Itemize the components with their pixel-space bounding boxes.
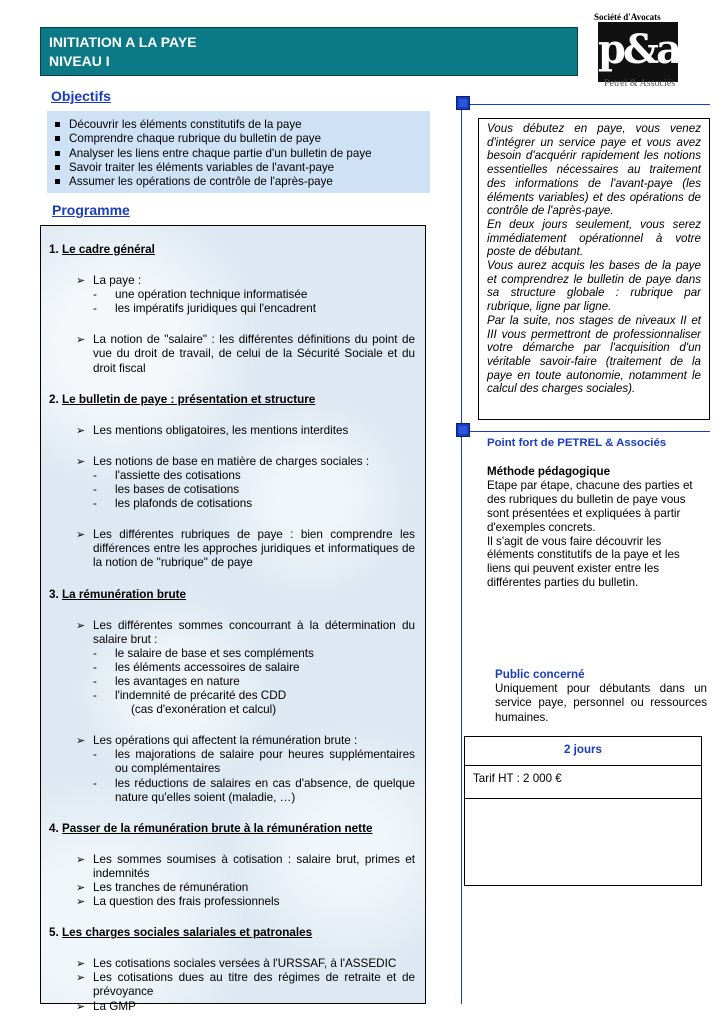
dash-item: - les impératifs juridiques qui l'encadrent <box>71 302 415 316</box>
programme-title: Programme <box>52 202 130 218</box>
arrow-item: ➢ Les mentions obligatoires, les mentions interdites <box>49 424 415 438</box>
section-heading: 4. Passer de la rémunération brute à la rémunération nette <box>49 821 373 835</box>
section-heading: 2. Le bulletin de paye : présentation et structure <box>49 392 316 406</box>
title-line-1: INITIATION A LA PAYE <box>49 34 197 50</box>
tarif: Tarif HT : 2 000 € <box>465 766 701 799</box>
logo-firm-name: Petrel & Associés <box>604 78 676 89</box>
arrow-item: ➢ Les notions de base en matière de charges sociales : - l'assiette des cotisations - les bases de cotisations - les plafonds de cotisations <box>49 455 415 511</box>
logo-mark: p&a <box>598 22 678 82</box>
arrow-item: ➢ Les différentes sommes concourrant à la détermination du salaire brut : - le salaire de base et ses compléments - les éléments accessoires de salaire - les avantages en nature - l'indemnité de précarité des CDD (cas d'exonération et calcul) <box>49 619 415 718</box>
note: (cas d'exonération et calcul) <box>131 703 277 717</box>
cube-icon <box>456 423 470 437</box>
section-heading: 3. La rémunération brute <box>49 587 187 601</box>
dash-item: - le salaire de base et ses compléments <box>71 647 415 661</box>
dash-item: - les réductions de salaires en cas d'absence, de quelque nature qu'elles soient (maladie, …) <box>93 777 415 805</box>
public-block <box>495 668 707 725</box>
methode-block <box>487 465 703 590</box>
duration: 2 jours <box>465 737 701 766</box>
header-banner <box>40 27 578 76</box>
dash-item: - les majorations de salaire pour heures supplémentaires ou complémentaires <box>93 748 415 776</box>
programme-box <box>40 225 426 1013</box>
logo <box>594 12 714 92</box>
cube-icon <box>456 96 470 110</box>
arrow-item: ➢ Les tranches de rémunération <box>49 881 415 895</box>
intro-paragraph: En deux jours seulement, vous serez immédiatement opérationnel à votre poste de débutant. <box>487 217 701 259</box>
pricing-box <box>464 736 702 886</box>
dash-item: - les bases de cotisations <box>93 483 415 497</box>
dash-item: - l'assiette des cotisations <box>93 469 415 483</box>
arrow-item: ➢ La notion de "salaire" : les différentes définitions du point de vue du droit de travail, de celui de la Sécurité Sociale et du droit fiscal <box>49 333 415 375</box>
dash-item: - les éléments accessoires de salaire <box>71 661 415 675</box>
intro-box <box>478 118 710 420</box>
arrow-item: ➢ La question des frais professionnels <box>49 895 415 909</box>
public-title: Public concerné <box>495 668 585 681</box>
list-item: Savoir traiter les éléments variables de l'avant-paye <box>53 161 430 175</box>
list-item: Découvrir les éléments constitutifs de la paye <box>53 118 430 132</box>
arrow-item: ➢ Les cotisations dues au titre des régimes de retraite et de prévoyance <box>49 971 415 999</box>
arrow-item: ➢ La GMP <box>49 1000 415 1014</box>
intro-paragraph: Vous débutez en paye, vous venez d'intégrer un service paye et vous avez besoin d'acquérir rapidement les notions essentielles nécessaires au traitement des informations de l'avant-paye (les éléments variables) et des opérations de contrôle de l'après-paye. <box>487 122 701 218</box>
programme-section-5 <box>49 926 415 1013</box>
list-item: Comprendre chaque rubrique du bulletin de paye <box>53 132 430 146</box>
section-heading: 5. Les charges sociales salariales et patronales <box>49 926 313 940</box>
objectifs-list <box>53 118 430 189</box>
intro-paragraph: Vous aurez acquis les bases de la paye et comprendrez le bulletin de paye dans sa structure globale : rubrique par rubrique, ligne par ligne. <box>487 259 701 314</box>
logo-top-text: Société d'Avocats <box>594 12 661 22</box>
arrow-item: ➢ Les différentes rubriques de paye : bien comprendre les différences entre les approches juridiques et informatiques de la notion de "rubrique" de paye <box>49 528 415 570</box>
public-text: Uniquement pour débutants dans un service paye, personnel ou ressources humaines. <box>495 682 707 724</box>
methode-paragraph: Etape par étape, chacune des parties et des rubriques du bulletin de paye vous sont présentées et expliquées à partir d'exemples concrets. <box>487 478 693 534</box>
programme-section-3 <box>49 588 415 805</box>
title-line-2: NIVEAU I <box>49 53 110 69</box>
programme-section-1 <box>49 243 415 376</box>
divider-horizontal <box>470 104 710 105</box>
point-fort-title: Point fort de PETREL & Associés <box>487 437 667 449</box>
section-heading: 1. Le cadre général <box>49 243 155 256</box>
methode-paragraph: Il s'agit de vous faire découvrir les éléments constitutifs de la paye et les liens qui peuvent exister entre les différentes parties du bulletin. <box>487 534 680 590</box>
programme-section-2 <box>49 393 415 571</box>
objectifs-title: Objectifs <box>51 88 111 104</box>
dash-item: - une opération technique informatisée <box>71 288 415 302</box>
arrow-item: ➢ Les opérations qui affectent la rémunération brute : - les majorations de salaire pour heures supplémentaires ou complémentaires - les réductions de salaires en cas d'absence, de quelque nature qu'elles soient (maladie, …) <box>49 734 415 804</box>
objectifs-box <box>47 111 430 193</box>
list-item: Assumer les opérations de contrôle de l'après-paye <box>53 175 430 189</box>
divider-horizontal <box>470 431 710 432</box>
arrow-item: ➢ Les sommes soumises à cotisation : salaire brut, primes et indemnités <box>49 853 415 881</box>
methode-title: Méthode pédagogique <box>487 465 611 478</box>
dash-item: - les avantages en nature <box>71 675 415 689</box>
dash-item: - l'indemnité de précarité des CDD <box>71 689 415 703</box>
dash-item: - les plafonds de cotisations <box>93 497 415 511</box>
arrow-item: ➢ Les cotisations sociales versées à l'URSSAF, à l'ASSEDIC <box>49 957 415 971</box>
arrow-item: ➢ La paye : - une opération technique informatisée - les impératifs juridiques qui l'encadrent <box>49 274 415 316</box>
divider-vertical <box>461 107 462 1004</box>
intro-paragraph: Par la suite, nos stages de niveaux II et III vous permettront de professionnaliser votre démarche par l'acquisition d'un véritable savoir-faire (traitement de la paye en toute autonomie, notamment le calcul des charges sociales). <box>487 313 701 396</box>
programme-section-4 <box>49 822 415 909</box>
list-item: Analyser les liens entre chaque partie d'un bulletin de paye <box>53 147 430 161</box>
